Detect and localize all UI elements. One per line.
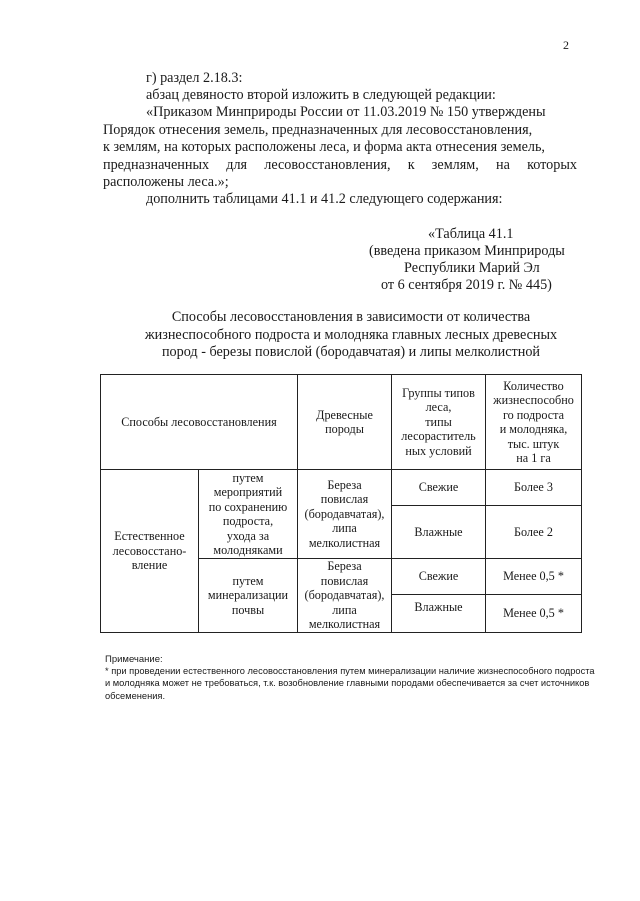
table-title: жизнеспособного подроста и молодняка главных лесных древесных	[144, 327, 558, 343]
table-title: Способы лесовосстановления в зависимости от количества	[171, 309, 531, 325]
quantity-cell: Менее 0,5 *	[486, 595, 582, 632]
table-title: пород - березы повислой (бородавчатая) и липы мелколистной	[161, 344, 541, 360]
header-species: Древесные породы	[298, 375, 392, 470]
method-cell: путем минерализации почвы	[199, 559, 298, 633]
body-line: дополнить таблицами 41.1 и 41.2 следующего содержания:	[146, 191, 503, 207]
species-cell: Береза повислая (бородавчатая), липа мелколистная	[298, 470, 392, 559]
method-cell: путем мероприятий по сохранению подроста, ухода за молодняками	[199, 470, 298, 559]
condition-cell: Влажные	[392, 506, 486, 559]
body-line: Порядок отнесения земель, предназначенных для лесовосстановления,	[103, 122, 533, 138]
table-row	[101, 470, 582, 506]
header-forest-groups: Группы типов леса, типы лесораститель ных условий	[392, 375, 486, 470]
table-reference-label: «Таблица 41.1	[428, 226, 514, 242]
amendment-instruction: абзац девяносто второй изложить в следующей редакции:	[146, 87, 496, 103]
table-reference-note: (введена приказом Минприроды	[369, 243, 565, 259]
body-line: расположены леса.»;	[103, 174, 229, 190]
quantity-cell: Более 3	[486, 470, 582, 506]
body-line: предназначенных для лесовосстановления, к землям, на которых	[103, 157, 577, 173]
page-number: 2	[563, 38, 569, 52]
table-header-row	[101, 375, 582, 470]
natural-renewal-cell: Естественное лесовосстано- вление	[101, 470, 199, 633]
species-cell: Береза повислая (бородавчатая), липа мелколистная	[298, 559, 392, 633]
header-methods: Способы лесовосстановления	[101, 375, 298, 470]
body-line: «Приказом Минприроды России от 11.03.2019 № 150 утверждены	[146, 104, 546, 120]
quantity-cell: Более 2	[486, 506, 582, 559]
condition-cell: Влажные	[392, 595, 486, 632]
amendment-item: г) раздел 2.18.3:	[146, 70, 243, 86]
header-quantity: Количество жизнеспособно го подроста и молодняка, тыс. штук на 1 га	[486, 375, 582, 470]
table-reference-note: Республики Марий Эл	[404, 260, 540, 276]
table-reference-note: от 6 сентября 2019 г. № 445)	[381, 277, 552, 293]
condition-cell: Свежие	[392, 470, 486, 506]
note-title: Примечание:	[105, 654, 163, 665]
note-text: * при проведении естественного лесовосстановления путем минерализации наличие жизнеспособного подроста и молодняка может не требоваться, т.к. возобновление главными породами обеспечивается за счет источников обсеменения.	[105, 666, 595, 701]
quantity-cell: Менее 0,5 *	[486, 559, 582, 595]
renewal-methods-table	[100, 374, 582, 633]
body-line: к землям, на которых расположены леса, и форма акта отнесения земель,	[103, 139, 545, 155]
condition-cell: Свежие	[392, 559, 486, 595]
